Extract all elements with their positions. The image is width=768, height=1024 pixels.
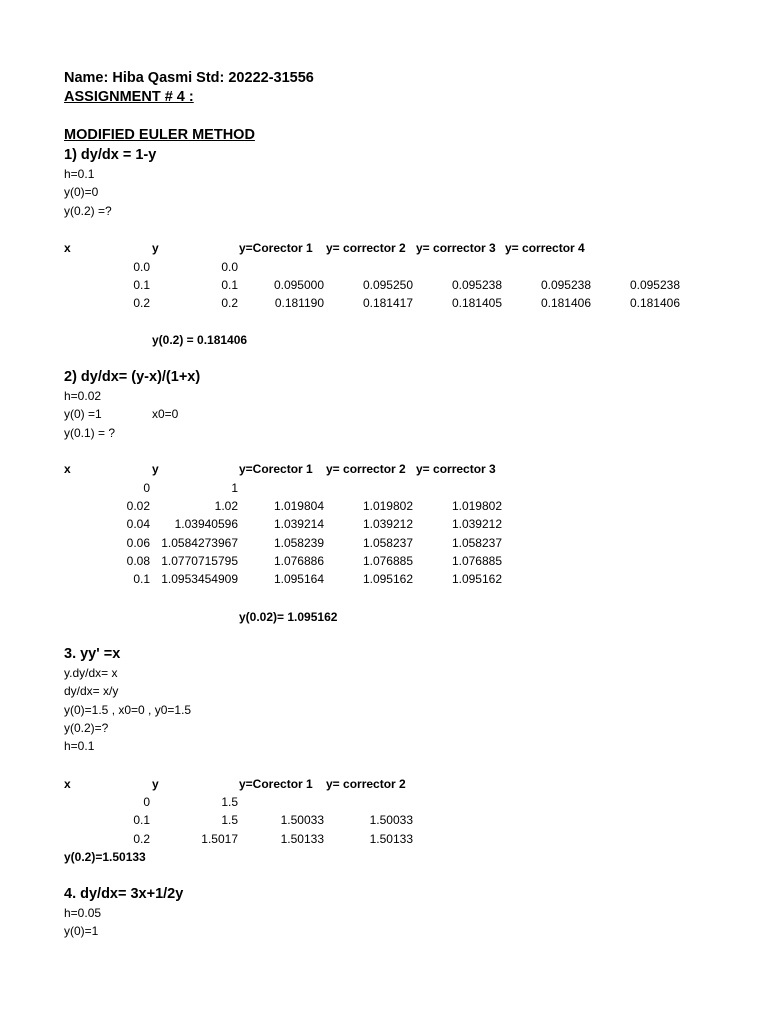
q3-given: y(0)=1.5 , x0=0 , y0=1.5 xyxy=(64,703,192,717)
table-cell: 0.095000 xyxy=(273,278,324,292)
table-cell: 1.02 xyxy=(214,499,238,513)
table-cell: 0.2 xyxy=(221,296,238,310)
table-cell: 1.095162 xyxy=(362,572,413,586)
table-cell: 1.076885 xyxy=(451,554,502,568)
q1-header-y: y xyxy=(152,241,159,255)
table-cell: 1.039212 xyxy=(362,517,413,531)
q1-header-x: x xyxy=(64,241,71,255)
table-cell: 1.058237 xyxy=(451,536,502,550)
table-cell: 1.50133 xyxy=(280,832,324,846)
table-cell: 0.095238 xyxy=(629,278,680,292)
q1-header-corrector2: y= corrector 2 xyxy=(326,241,406,255)
q1-given: y(0.2) =? xyxy=(64,204,112,218)
table-cell: 0 xyxy=(143,481,150,495)
table-cell: 1.076885 xyxy=(362,554,413,568)
table-cell: 0.04 xyxy=(126,517,150,531)
q1-result: y(0.2) = 0.181406 xyxy=(152,333,248,347)
table-cell: 0.1 xyxy=(133,278,150,292)
table-cell: 0.1 xyxy=(221,278,238,292)
q3-result: y(0.2)=1.50133 xyxy=(64,850,146,864)
assignment-title: ASSIGNMENT # 4 : xyxy=(64,89,194,105)
q2-header-y: y xyxy=(152,462,159,476)
table-cell: 1.019802 xyxy=(451,499,502,513)
q2-title: 2) dy/dx= (y-x)/(1+x) xyxy=(64,369,201,385)
table-cell: 1.058239 xyxy=(273,536,324,550)
table-cell: 1.03940596 xyxy=(174,517,238,531)
q3-given: h=0.1 xyxy=(64,739,95,753)
table-cell: 0.1 xyxy=(133,572,150,586)
q2-header-corrector2: y= corrector 2 xyxy=(326,462,406,476)
q3-header-corrector2: y= corrector 2 xyxy=(326,777,406,791)
q1-header-corrector4: y= corrector 4 xyxy=(505,241,585,255)
table-cell: 0.0 xyxy=(133,260,150,274)
table-cell: 1.0770715795 xyxy=(161,554,238,568)
table-cell: 1.039214 xyxy=(273,517,324,531)
q2-given: y(0) =1 xyxy=(64,407,102,421)
table-cell: 0.02 xyxy=(126,499,150,513)
q4-given: h=0.05 xyxy=(64,906,102,920)
table-cell: 0.08 xyxy=(126,554,150,568)
table-cell: 0 xyxy=(143,795,150,809)
table-cell: 0.181406 xyxy=(540,296,591,310)
table-cell: 1.0584273967 xyxy=(161,536,238,550)
table-cell: 1.058237 xyxy=(362,536,413,550)
table-cell: 1 xyxy=(231,481,238,495)
student-name-line: Name: Hiba Qasmi Std: 20222-31556 xyxy=(64,70,314,86)
q4-given: y(0)=1 xyxy=(64,924,99,938)
q3-header-y: y xyxy=(152,777,159,791)
q3-given: y.dy/dx= x xyxy=(64,666,118,680)
table-cell: 1.095162 xyxy=(451,572,502,586)
q3-title: 3. yy' =x xyxy=(64,646,121,662)
table-cell: 1.019802 xyxy=(362,499,413,513)
q2-header-corrector1: y=Corector 1 xyxy=(239,462,313,476)
table-cell: 1.50033 xyxy=(369,813,413,827)
table-cell: 0.2 xyxy=(133,832,150,846)
q1-title: 1) dy/dx = 1-y xyxy=(64,147,157,163)
q1-header-corrector3: y= corrector 3 xyxy=(416,241,496,255)
q2-header-x: x xyxy=(64,462,71,476)
q1-header-corrector1: y=Corector 1 xyxy=(239,241,313,255)
table-cell: 0.0 xyxy=(221,260,238,274)
q2-header-corrector3: y= corrector 3 xyxy=(416,462,496,476)
table-cell: 0.095238 xyxy=(451,278,502,292)
q1-given: y(0)=0 xyxy=(64,185,99,199)
q3-header-x: x xyxy=(64,777,71,791)
table-cell: 0.181190 xyxy=(274,296,324,310)
table-cell: 1.5 xyxy=(221,795,238,809)
table-cell: 1.50133 xyxy=(369,832,413,846)
q1-given: h=0.1 xyxy=(64,167,95,181)
q3-given: y(0.2)=? xyxy=(64,721,109,735)
q2-given-x0: x0=0 xyxy=(152,407,179,421)
table-cell: 1.076886 xyxy=(273,554,324,568)
table-cell: 1.019804 xyxy=(273,499,324,513)
method-title: MODIFIED EULER METHOD xyxy=(64,127,255,143)
table-cell: 0.1 xyxy=(133,813,150,827)
table-cell: 0.181406 xyxy=(629,296,680,310)
table-cell: 0.181417 xyxy=(362,296,413,310)
table-cell: 0.06 xyxy=(126,536,150,550)
table-cell: 1.039212 xyxy=(451,517,502,531)
q4-title: 4. dy/dx= 3x+1/2y xyxy=(64,886,184,902)
table-cell: 0.2 xyxy=(133,296,150,310)
table-cell: 0.095238 xyxy=(540,278,591,292)
table-cell: 0.181405 xyxy=(451,296,502,310)
table-cell: 0.095250 xyxy=(362,278,413,292)
table-cell: 1.0953454909 xyxy=(161,572,238,586)
q2-result: y(0.02)= 1.095162 xyxy=(239,610,338,624)
table-cell: 1.095164 xyxy=(273,572,324,586)
q2-given: h=0.02 xyxy=(64,389,102,403)
q3-header-corrector1: y=Corector 1 xyxy=(239,777,313,791)
q3-given: dy/dx= x/y xyxy=(64,684,119,698)
table-cell: 1.5 xyxy=(221,813,238,827)
table-cell: 1.5017 xyxy=(201,832,238,846)
q2-given: y(0.1) = ? xyxy=(64,426,116,440)
table-cell: 1.50033 xyxy=(280,813,324,827)
